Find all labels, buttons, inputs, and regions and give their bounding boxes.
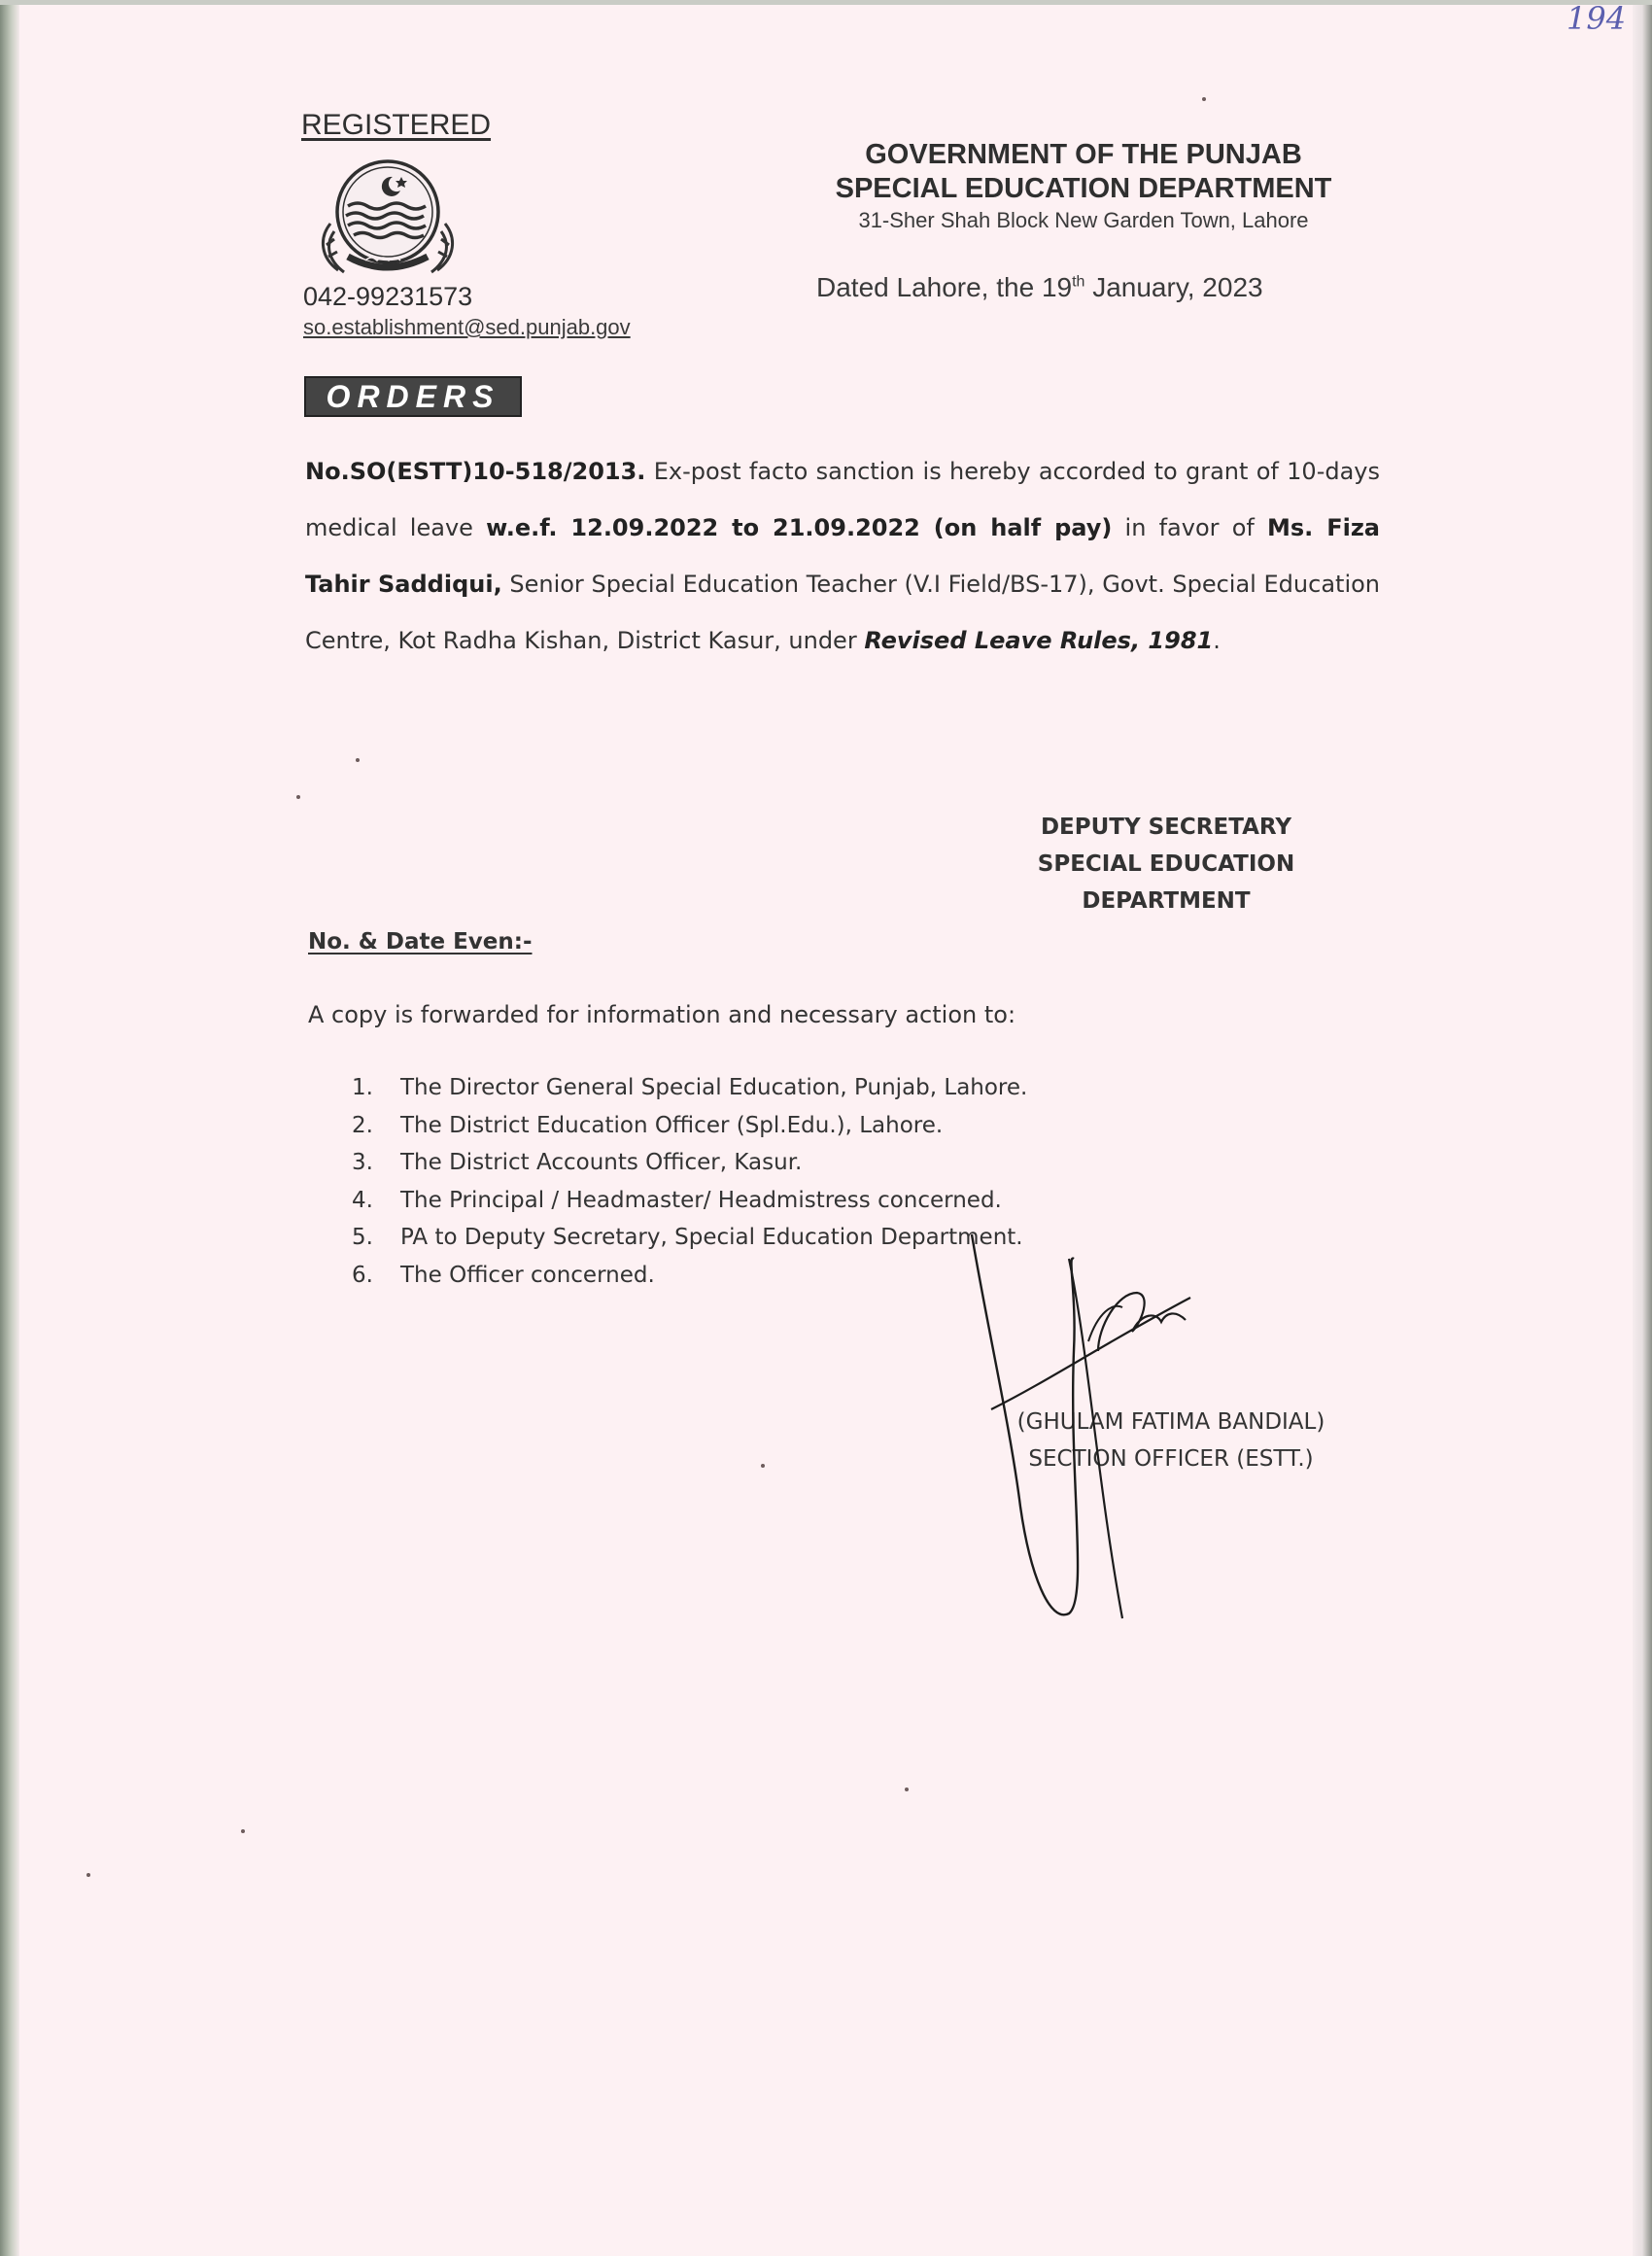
order-number: No.SO(ESTT)10-518/2013. [305, 458, 646, 485]
scan-speck [86, 1873, 90, 1877]
list-text: The District Accounts Officer, Kasur. [400, 1150, 803, 1175]
list-item [352, 1069, 1027, 1107]
list-item [352, 1257, 1027, 1295]
distribution-list [352, 1069, 1027, 1294]
dated-prefix: Dated Lahore, the 19 [816, 272, 1073, 302]
scan-speck [356, 758, 360, 762]
scan-speck [296, 795, 300, 799]
dated-suffix: January, 2023 [1084, 272, 1263, 302]
no-date-even: No. & Date Even:- [308, 929, 533, 954]
list-number: 6. [352, 1262, 373, 1288]
scan-edge-right [1633, 0, 1652, 2256]
list-number: 5. [352, 1225, 373, 1250]
order-paragraph [305, 443, 1380, 669]
deputy-secretary-block [1001, 809, 1331, 920]
scan-speck [905, 1787, 909, 1791]
list-number: 4. [352, 1187, 373, 1213]
order-text: Ex-post facto sanction is hereby accorded to grant of 10-days medical leave [305, 458, 1380, 541]
department-address: 31-Sher Shah Block New Garden Town, Lahore [858, 208, 1309, 232]
signatory-line: DEPARTMENT [1082, 888, 1251, 914]
list-item [352, 1144, 1027, 1182]
list-text: PA to Deputy Secretary, Special Education Department. [400, 1225, 1023, 1250]
scan-speck [241, 1829, 245, 1833]
leave-period: w.e.f. 12.09.2022 to 21.09.2022 (on half pay) [486, 514, 1113, 541]
list-item [352, 1219, 1027, 1257]
list-item [352, 1107, 1027, 1145]
employee-name: Ms. Fiza Tahir Saddiqui, [305, 514, 1380, 598]
list-text: The Principal / Headmaster/ Headmistress concerned. [400, 1187, 1002, 1213]
list-text: The District Education Officer (Spl.Edu.), Lahore. [400, 1112, 944, 1138]
government-name: GOVERNMENT OF THE PUNJAB [865, 139, 1302, 170]
punjab-seal-icon [309, 156, 466, 284]
handwritten-page-number: 194 [1566, 0, 1627, 37]
officer-name: (GHULAM FATIMA BANDIAL) [1016, 1409, 1325, 1435]
list-text: The Officer concerned. [400, 1262, 655, 1288]
list-text: The Director General Special Education, Punjab, Lahore. [400, 1075, 1028, 1100]
scan-edge-top [0, 0, 1652, 5]
dated-superscript: th [1072, 273, 1085, 291]
signatory-line: DEPUTY SECRETARY [1040, 815, 1292, 840]
department-name: SPECIAL EDUCATION DEPARTMENT [835, 173, 1332, 204]
order-text: Senior Special Education Teacher (V.I Field/BS-17), Govt. Special Education Centre, Kot Radha Kishan, District Kasur, under [305, 571, 1381, 654]
leave-rules: Revised Leave Rules, 1981 [864, 627, 1214, 654]
officer-designation: SECTION OFFICER (ESTT.) [1028, 1446, 1314, 1472]
list-number: 2. [352, 1112, 373, 1138]
list-number: 3. [352, 1150, 373, 1175]
registered-label: REGISTERED [301, 109, 492, 141]
signatory-line: SPECIAL EDUCATION [1037, 851, 1295, 877]
scan-speck [1202, 97, 1206, 101]
email-address[interactable]: so.establishment@sed.punjab.gov [303, 315, 631, 339]
scan-speck [761, 1464, 765, 1468]
order-text: in favor of [1112, 514, 1268, 541]
orders-heading: ORDERS [304, 376, 522, 417]
dated-line [816, 272, 1263, 303]
order-text: . [1213, 627, 1221, 654]
letterhead-title [758, 138, 1409, 235]
scan-edge-left [0, 0, 19, 2256]
list-item [352, 1182, 1027, 1220]
handwritten-signature [952, 1234, 1205, 1633]
copy-forwarded-line: A copy is forwarded for information and necessary action to: [308, 1001, 1016, 1028]
phone-number: 042-99231573 [303, 282, 473, 311]
list-number: 1. [352, 1075, 373, 1100]
